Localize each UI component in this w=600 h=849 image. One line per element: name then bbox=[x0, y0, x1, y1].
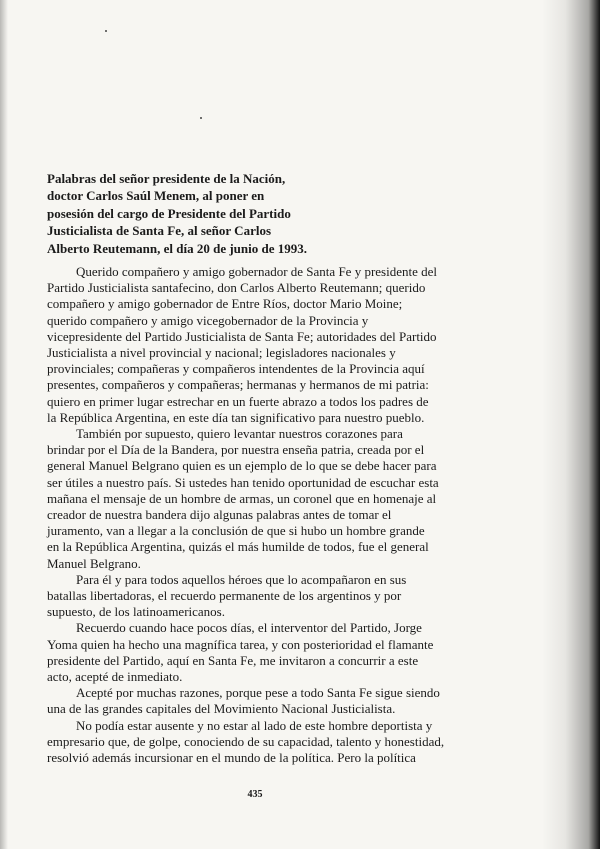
title-line: Alberto Reutemann, el día 20 de junio de 1993. bbox=[47, 240, 307, 256]
speech-title bbox=[47, 170, 347, 257]
body-line: presidente del Partido, aquí en Santa Fe, me invitaron a concurrir a este bbox=[47, 652, 419, 668]
title-line: doctor Carlos Saúl Menem, al poner en bbox=[47, 188, 265, 204]
title-line: posesión del cargo de Presidente del Partido bbox=[47, 205, 291, 221]
body-line: También por supuesto, quiero levantar nuestros corazones para bbox=[76, 426, 403, 442]
scan-left-shadow bbox=[0, 0, 8, 849]
body-line: creador de nuestra bandera dijo algunas palabras antes de tomar el bbox=[47, 507, 392, 523]
body-line: acto, acepté de inmediato. bbox=[47, 669, 183, 685]
body-line: general Manuel Belgrano quien es un ejemplo de lo que se debe hacer para bbox=[47, 458, 437, 474]
body-line: batallas libertadoras, el recuerdo permanente de los argentinos y por bbox=[47, 588, 402, 604]
body-line: supuesto, de los latinoamericanos. bbox=[47, 604, 225, 620]
body-line: Para él y para todos aquellos héroes que lo acompañaron en sus bbox=[76, 571, 407, 587]
body-line: Yoma quien ha hecho una magnífica tarea, y con posterioridad el flamante bbox=[47, 636, 434, 652]
body-line: Acepté por muchas razones, porque pese a todo Santa Fe sigue siendo bbox=[76, 685, 440, 701]
body-line: Recuerdo cuando hace pocos días, el interventor del Partido, Jorge bbox=[76, 620, 422, 636]
scan-speck bbox=[200, 117, 202, 119]
page-number: 435 bbox=[247, 789, 263, 800]
body-line: resolvió además incursionar en el mundo de la política. Pero la política bbox=[47, 750, 416, 766]
body-line: Querido compañero y amigo gobernador de Santa Fe y presidente del bbox=[76, 264, 437, 279]
body-line: en la República Argentina, quizás el más humilde de todos, fue el general bbox=[47, 539, 429, 555]
body-line: ser útiles a nuestro país. Si ustedes han tenido oportunidad de escuchar esta bbox=[47, 474, 439, 490]
body-line: No podía estar ausente y no estar al lado de este hombre deportista y bbox=[76, 717, 433, 733]
scan-right-shadow bbox=[542, 0, 600, 849]
body-line: brindar por el Día de la Bandera, por nuestra enseña patria, creada por el bbox=[47, 442, 425, 458]
speech-body bbox=[47, 264, 462, 766]
body-line: querido compañero y amigo vicegobernador de la Provincia y bbox=[47, 312, 369, 328]
body-line: empresario que, de golpe, conociendo de su capacidad, talento y honestidad, bbox=[47, 733, 445, 749]
body-line: mañana el mensaje de un hombre de armas, un coronel que en homenaje al bbox=[47, 490, 437, 506]
body-line: provinciales; compañeras y compañeros intendentes de la Provincia aquí bbox=[47, 361, 425, 377]
body-line: vicepresidente del Partido Justicialista de Santa Fe; autoridades del Partido bbox=[47, 328, 437, 344]
body-line: una de las grandes capitales del Movimiento Nacional Justicialista. bbox=[47, 701, 396, 717]
body-line: compañero y amigo gobernador de Entre Ríos, doctor Mario Moine; bbox=[47, 296, 403, 312]
scan-speck bbox=[105, 30, 107, 32]
body-line: juramento, van a llegar a la conclusión de que si hubo un hombre grande bbox=[47, 523, 425, 539]
body-line: Justicialista a nivel provincial y nacional; legisladores nacionales y bbox=[47, 345, 396, 361]
body-line: presentes, compañeros y compañeras; hermanas y hermanos de mi patria: bbox=[47, 377, 429, 393]
body-line: Manuel Belgrano. bbox=[47, 555, 141, 571]
body-line: quiero en primer lugar estrechar en un fuerte abrazo a todos los padres de bbox=[47, 393, 429, 409]
body-line: Partido Justicialista santafecino, don Carlos Alberto Reutemann; querido bbox=[47, 280, 426, 296]
body-line: la República Argentina, en este día tan significativo para nuestro pueblo. bbox=[47, 409, 425, 425]
title-line: Palabras del señor presidente de la Nación, bbox=[47, 171, 286, 186]
title-line: Justicialista de Santa Fe, al señor Carlos bbox=[47, 223, 272, 239]
